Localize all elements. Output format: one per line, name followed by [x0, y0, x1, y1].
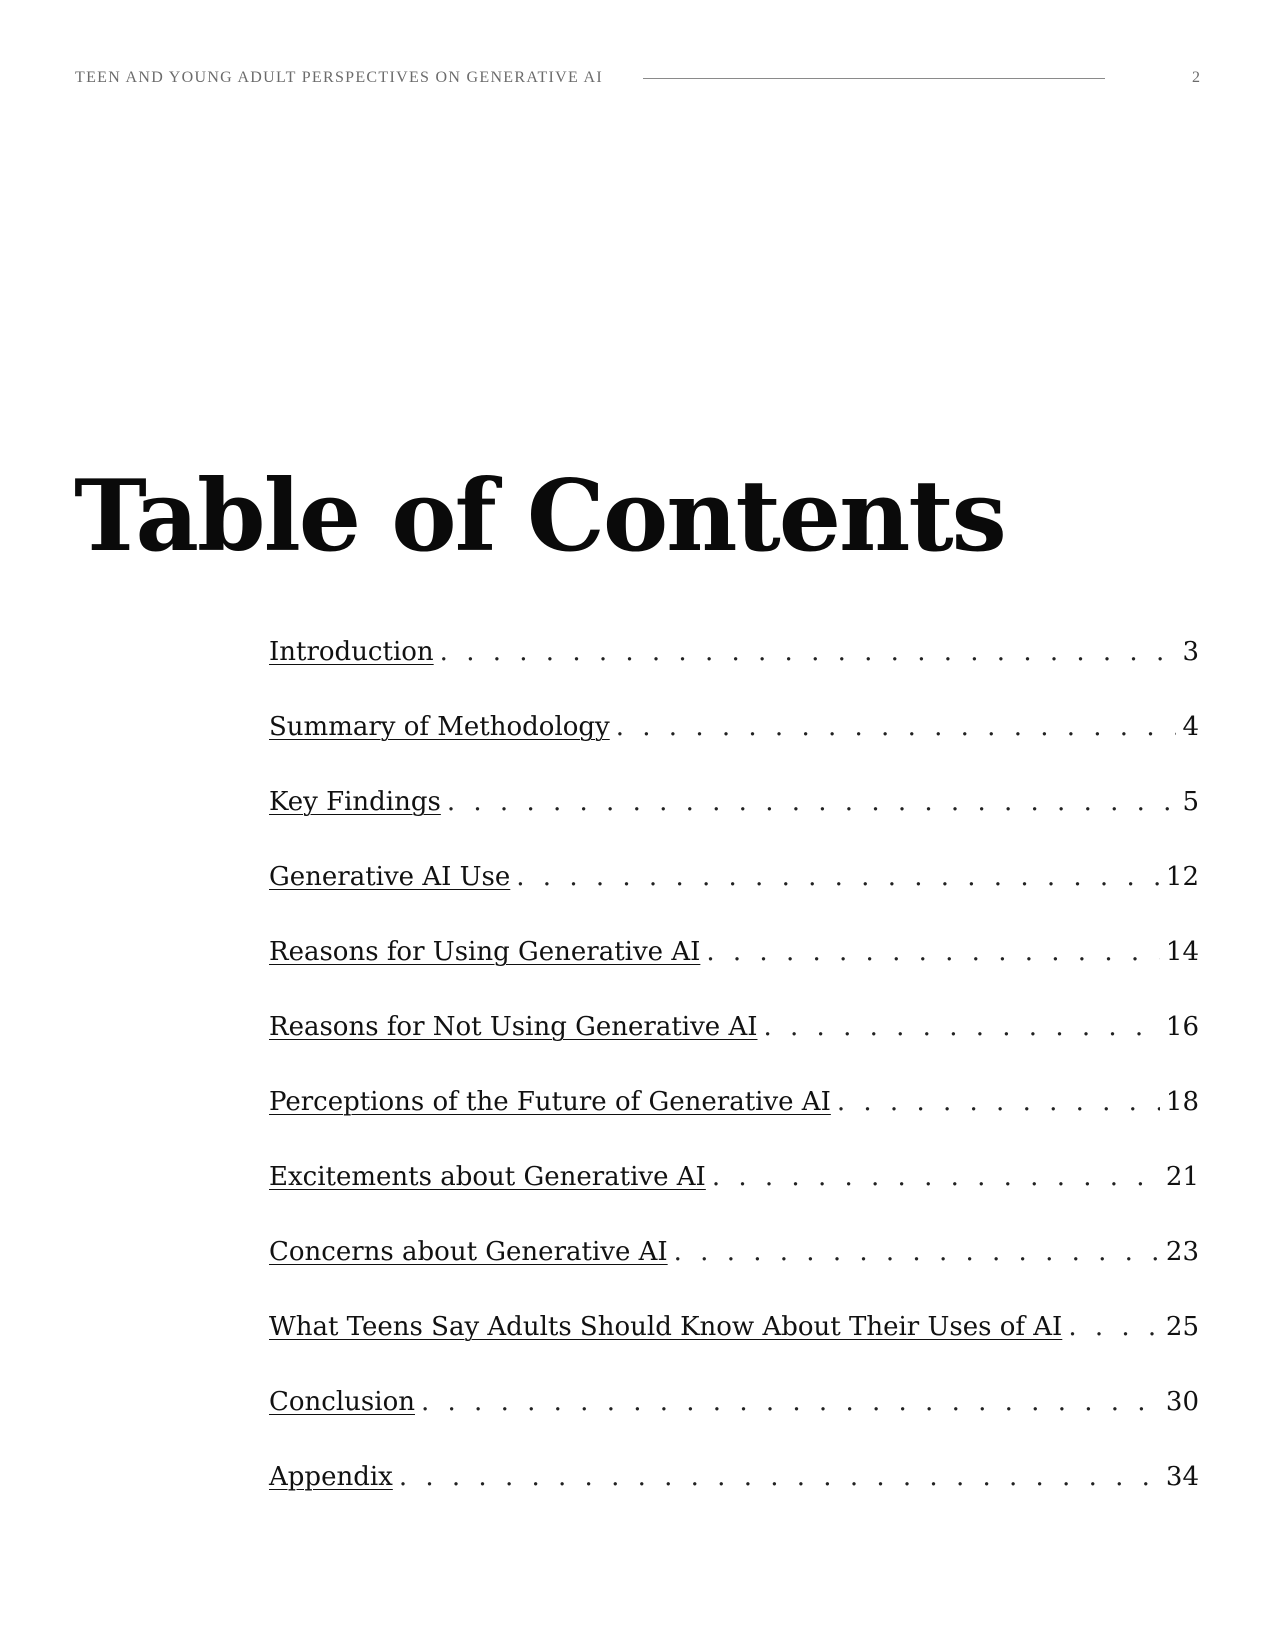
toc-dot-leader — [837, 1084, 1160, 1120]
toc-link-generative-ai-use[interactable]: Generative AI Use — [269, 862, 511, 892]
toc-dot-leader — [516, 859, 1160, 895]
toc-link-reasons-for-not-using[interactable]: Reasons for Not Using Generative AI — [269, 1012, 758, 1042]
toc-dot-leader — [421, 1384, 1160, 1420]
toc-link-key-findings[interactable]: Key Findings — [269, 787, 441, 817]
toc-page-number: 12 — [1165, 862, 1199, 892]
toc-dot-leader — [706, 934, 1160, 970]
toc-dot-leader — [1068, 1309, 1160, 1345]
toc-dot-leader — [399, 1459, 1160, 1495]
toc-page-number: 21 — [1165, 1162, 1199, 1192]
toc-page-number: 3 — [1182, 637, 1199, 667]
toc-page-number: 14 — [1165, 937, 1199, 967]
toc-link-what-teens-say[interactable]: What Teens Say Adults Should Know About Their Uses of AI — [269, 1312, 1063, 1342]
toc-dot-leader — [674, 1234, 1160, 1270]
toc-entry-concerns — [269, 1234, 1199, 1309]
toc-entry-conclusion — [269, 1384, 1199, 1459]
running-header-page-number: 2 — [1192, 69, 1200, 86]
toc-entry-key-findings — [269, 784, 1199, 859]
toc-dot-leader — [447, 784, 1177, 820]
header-divider — [643, 78, 1105, 79]
toc-page-number: 18 — [1165, 1087, 1199, 1117]
toc-page-number: 16 — [1165, 1012, 1199, 1042]
toc-page-number: 30 — [1165, 1387, 1199, 1417]
toc-dot-leader — [440, 634, 1177, 670]
toc-page-number: 25 — [1165, 1312, 1199, 1342]
toc-page-number: 5 — [1182, 787, 1199, 817]
toc-link-introduction[interactable]: Introduction — [269, 637, 434, 667]
toc-entry-what-teens-say — [269, 1309, 1199, 1384]
toc-entry-summary-of-methodology — [269, 709, 1199, 784]
running-header — [75, 66, 1200, 90]
toc-link-summary-of-methodology[interactable]: Summary of Methodology — [269, 712, 610, 742]
toc-dot-leader — [712, 1159, 1160, 1195]
toc-dot-leader — [616, 709, 1177, 745]
running-header-title: TEEN AND YOUNG ADULT PERSPECTIVES ON GENERATIVE AI — [75, 69, 603, 86]
toc-link-concerns[interactable]: Concerns about Generative AI — [269, 1237, 668, 1267]
toc-link-perceptions-of-future[interactable]: Perceptions of the Future of Generative AI — [269, 1087, 831, 1117]
toc-entry-generative-ai-use — [269, 859, 1199, 934]
toc-link-reasons-for-using[interactable]: Reasons for Using Generative AI — [269, 937, 701, 967]
toc-entry-perceptions-of-future — [269, 1084, 1199, 1159]
toc-link-appendix[interactable]: Appendix — [269, 1462, 393, 1492]
toc-entry-appendix — [269, 1459, 1199, 1534]
table-of-contents — [269, 634, 1199, 1534]
toc-page-number: 23 — [1165, 1237, 1199, 1267]
toc-link-conclusion[interactable]: Conclusion — [269, 1387, 415, 1417]
toc-entry-reasons-for-not-using — [269, 1009, 1199, 1084]
toc-entry-excitements — [269, 1159, 1199, 1234]
toc-dot-leader — [764, 1009, 1160, 1045]
toc-page-number: 34 — [1165, 1462, 1199, 1492]
page-title: Table of Contents — [74, 459, 1005, 574]
toc-page-number: 4 — [1182, 712, 1199, 742]
toc-link-excitements[interactable]: Excitements about Generative AI — [269, 1162, 706, 1192]
toc-entry-introduction — [269, 634, 1199, 709]
toc-entry-reasons-for-using — [269, 934, 1199, 1009]
